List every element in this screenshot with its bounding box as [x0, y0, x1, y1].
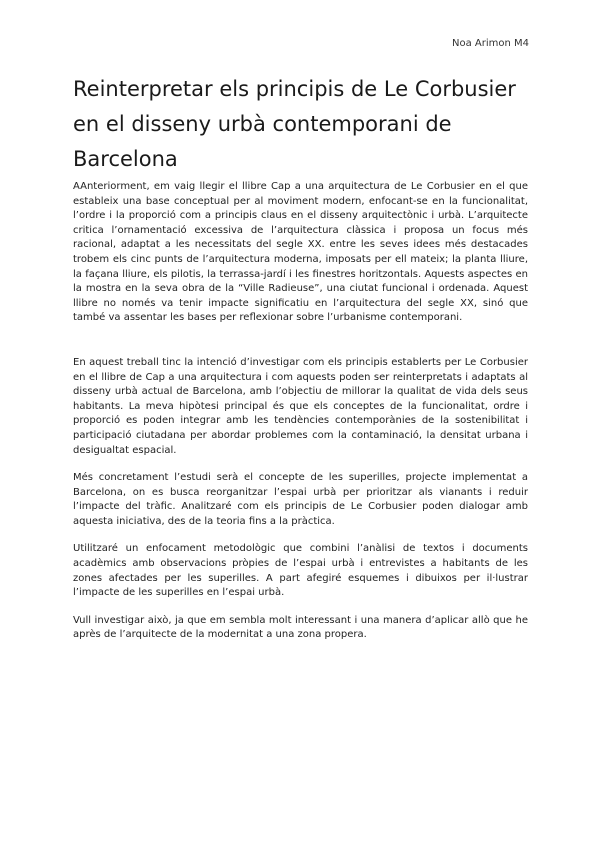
paragraph-motivation: Vull investigar això, ja que em sembla molt interessant i una manera d’aplicar allò que he après de l’arquitecte de la modernitat a una zona propera. — [73, 614, 528, 641]
document-title: Reinterpretar els principis de Le Corbusier en el disseny urbà contemporani de Barcelona — [73, 77, 516, 171]
page-header-author: Noa Arimon M4 — [451, 38, 529, 49]
paragraph-methodology: Utilitzaré un enfocament metodològic que combini l’anàlisi de textos i documents acadèmics amb observacions pròpies de l’espai urbà i entrevistes a habitants de les zones afectades per les superilles. A part afegiré esquemes i dibuixos per il·lustrar l’impacte de les superilles en l’espai urbà. — [73, 543, 528, 599]
paragraph-superilles: Més concretament l’estudi serà el concepte de les superilles, projecte implementat a Barcelona, on es busca reorganitzar l’espai urbà per prioritzar als vianants i reduir l’impacte del tràfic. Analitzaré com els principis de Le Corbusier poden dialogar amb aquesta iniciativa, des de la teoria fins a la pràctica. — [73, 472, 528, 527]
paragraph-intro: AAnteriorment, em vaig llegir el llibre Cap a una arquitectura de Le Corbusier en el que estableix una base conceptual per al moviment modern, enfocant-se en la funcionalitat, l’ordre i la proporció com a principis claus en el disseny arquitectònic i urbà. L’arquitecte critica l’ornamentació excessiva de l’arquitectura clàssica i proposa un focus més racional, adaptat a les necessitats del segle XX. entre les seves idees més destacades trobem els cinc punts de l’arquitectura moderna, imposats per ell mateix; la planta lliure, la façana lliure, els pilotis, la terrassa-jardí i les finestres horitzontals. Aquests aspectes en la mostra en la seva obra de la “Ville Radieuse”, una ciutat funcional i ordenada. Aquest llibre no només va tenir impacte significatiu en l’arquitectura del segle XX, sinó que també va assentar les bases per reflexionar sobre l’urbanisme contemporani. — [73, 181, 528, 324]
paragraph-objective: En aquest treball tinc la intenció d’investigar com els principis establerts per Le Corbusier en el llibre de Cap a una arquitectura i com aquests poden ser reinterpretats i adaptats al disseny urbà actual de Barcelona, amb l’objectiu de millorar la qualitat de vida dels seus habitants. La meva hipòtesi principal és que els conceptes de la funcionalitat, ordre i proporció es poden integrar amb les tendències contemporànies de la sostenibilitat i participació ciutadana per abordar problemes com la contaminació, la densitat urbana i desigualtat espacial. — [73, 356, 528, 456]
document-body — [73, 180, 528, 656]
